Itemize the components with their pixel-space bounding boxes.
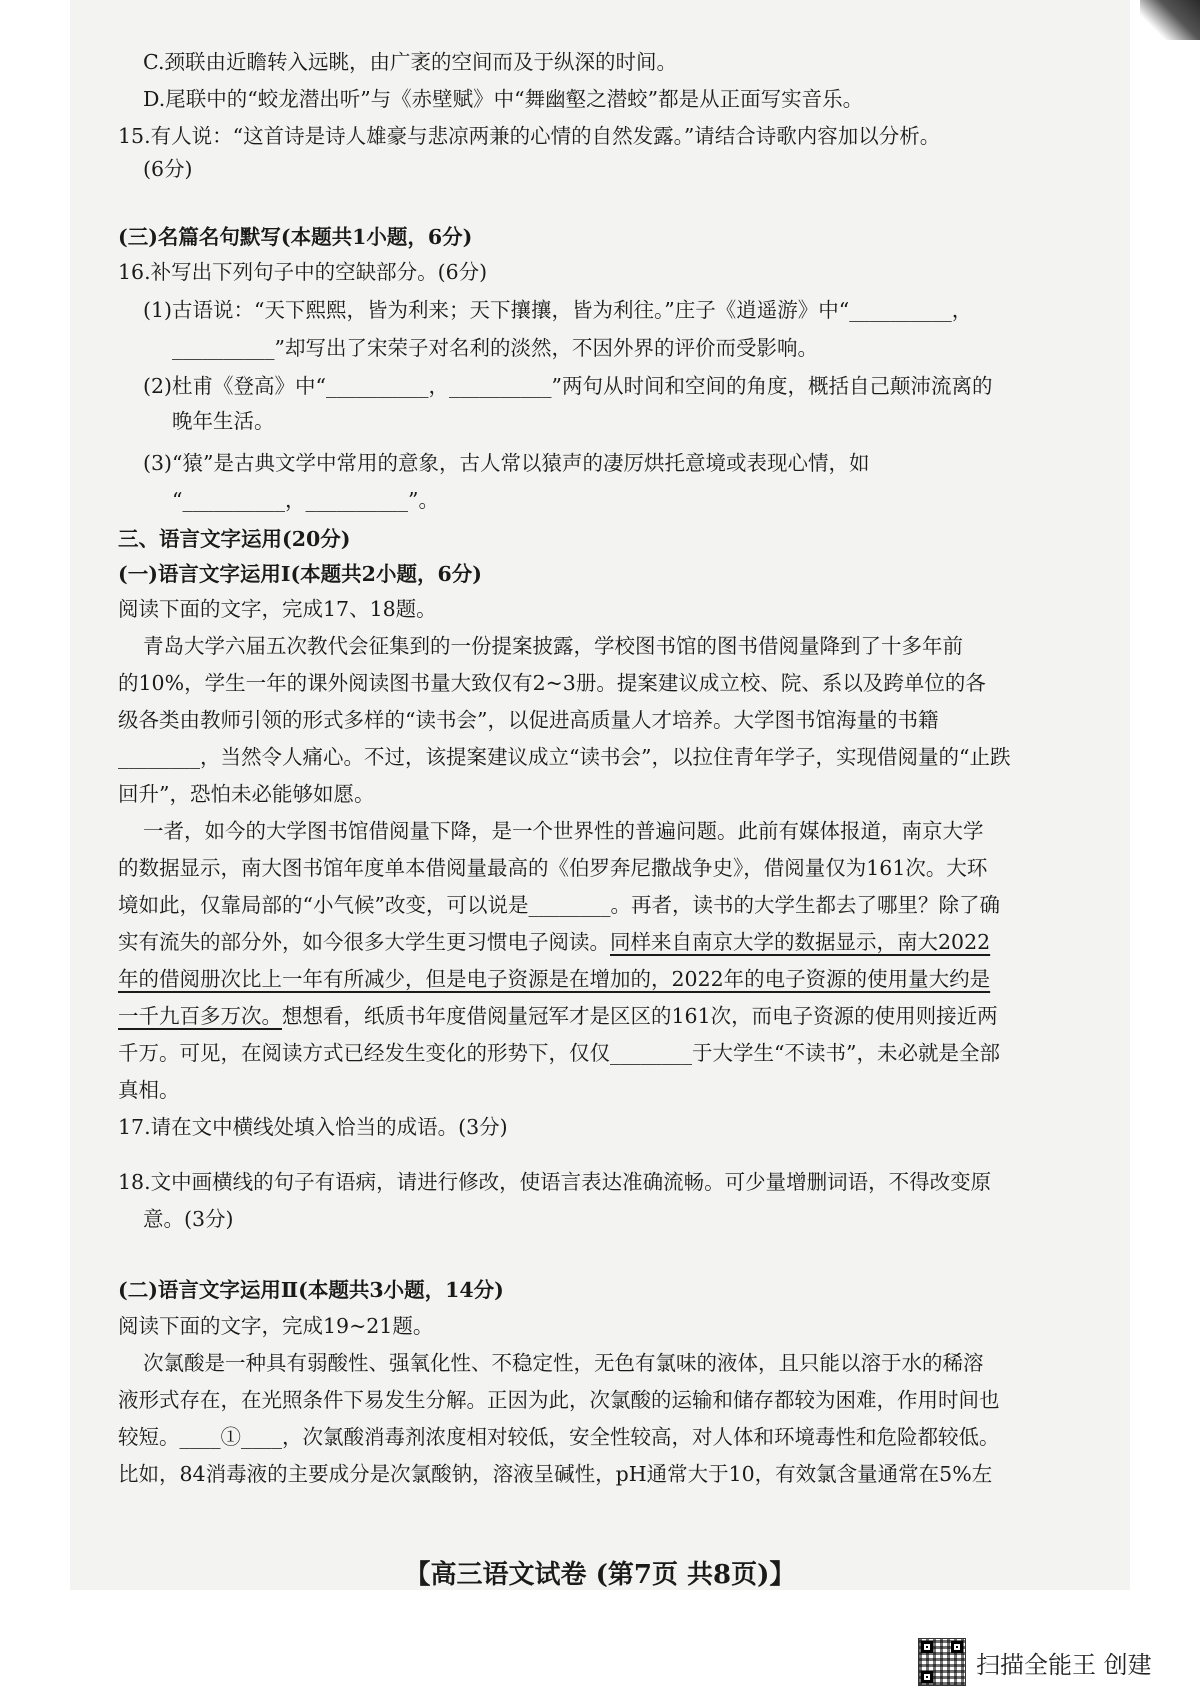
line-text: 晚年生活。: [172, 409, 275, 433]
text-line: [118, 1039, 1000, 1067]
line-text: 次氯酸是一种具有弱酸性、强氧化性、不稳定性，无色有氯味的液体，且只能以溶于水的稀溶: [143, 1351, 984, 1375]
line-text: 级各类由教师引领的形式多样的“读书会”，以促进高质量人才培养。大学图书馆海量的书籍: [118, 708, 939, 732]
text-line: [118, 525, 350, 553]
line-text: 一者，如今的大学图书馆借阅量下降，是一个世界性的普遍问题。此前有媒体报道，南京大学: [143, 819, 984, 843]
text-line: [118, 122, 940, 150]
text-line: [118, 1276, 504, 1304]
text-line: [143, 449, 870, 477]
text-line: [143, 632, 963, 660]
text-line: [118, 780, 374, 808]
text-line: [143, 48, 677, 76]
text-line: [143, 155, 193, 183]
line-text: 想想看，纸质书年度借阅量冠军才是区区的161次，而电子资源的使用则接近两: [282, 1004, 998, 1028]
text-line: [143, 372, 993, 400]
line-text: D.尾联中的“蛟龙潜出听”与《赤壁赋》中“舞幽壑之潜蛟”都是从正面写实音乐。: [143, 87, 864, 111]
text-line: [118, 669, 986, 697]
text-line: [118, 1460, 992, 1488]
line-text: 比如，84消毒液的主要成分是次氯酸钠，溶液呈碱性，pH通常大于10，有效氯含量通常在5%左: [118, 1462, 993, 1486]
text-line: [143, 296, 972, 324]
line-text: 实有流失的部分外，如今很多大学生更习惯电子阅读。: [118, 930, 610, 954]
text-line: [118, 965, 990, 993]
qr-code-icon: [918, 1638, 966, 1686]
text-line: [172, 334, 818, 362]
text-line: [172, 407, 275, 435]
text-line: [118, 1168, 991, 1196]
line-text: 17.请在文中横线处填入恰当的成语。(3分): [118, 1115, 508, 1139]
text-line: [118, 595, 437, 623]
text-line: [143, 1349, 984, 1377]
line-text: (二)语言文字运用Ⅱ(本题共3小题，14分): [118, 1278, 504, 1302]
line-text: 青岛大学六届五次教代会征集到的一份提案披露，学校图书馆的图书借阅量降到了十多年前: [143, 634, 963, 658]
line-text: (三)名篇名句默写(本题共1小题，6分): [118, 225, 473, 249]
line-text: 15.有人说：“这首诗是诗人雄豪与悲凉两兼的心情的自然发露。”请结合诗歌内容加以分析。: [118, 124, 941, 148]
line-text: (6分): [143, 157, 193, 181]
line-text: (一)语言文字运用Ⅰ(本题共2小题，6分): [118, 562, 482, 586]
text-line: [118, 560, 482, 588]
text-line: [118, 1076, 180, 1104]
line-text: 三、语言文字运用(20分): [118, 527, 351, 551]
line-text: 的10%，学生一年的课外阅读图书量大致仅有2~3册。提案建议成立校、院、系以及跨单位的各: [118, 671, 986, 695]
text-line: [118, 743, 1010, 771]
line-text: “__________，__________”。: [172, 488, 439, 512]
text-line: [118, 1386, 1000, 1414]
text-line: [118, 928, 990, 956]
text-line: [118, 223, 472, 251]
line-text: __________”却写出了宋荣子对名利的淡然，不因外界的评价而受影响。: [172, 336, 818, 360]
text-line: [118, 891, 1000, 919]
line-text: 阅读下面的文字，完成19~21题。: [118, 1314, 434, 1338]
line-text: 液形式存在，在光照条件下易发生分解。正因为此，次氯酸的运输和储存都较为困难，作用时间也: [118, 1388, 1000, 1412]
line-text: 的数据显示，南大图书馆年度单本借阅量最高的《伯罗奔尼撒战争史》，借阅量仅为161次。大环: [118, 856, 988, 880]
line-text: (3)“猿”是古典文学中常用的意象，古人常以猿声的凄厉烘托意境或表现心情，如: [143, 451, 870, 475]
line-text: ________，当然令人痛心。不过，该提案建议成立“读书会”，以拉住青年学子，实现借阅量的“止跌: [118, 745, 1011, 769]
text-line: [118, 1312, 433, 1340]
scan-corner-shadow: [1140, 0, 1200, 40]
line-text: 较短。____①____，次氯酸消毒剂浓度相对较低，安全性较高，对人体和环境毒性和危险都较低。: [118, 1425, 1000, 1449]
text-line: [118, 258, 487, 286]
line-text: 16.补写出下列句子中的空缺部分。(6分): [118, 260, 488, 284]
page-footer: 【高三语文试卷 (第7页 共8页)】: [404, 1560, 796, 1590]
text-line: [143, 1205, 234, 1233]
text-line: [118, 1002, 998, 1030]
line-text: 回升”，恐怕未必能够如愿。: [118, 782, 375, 806]
line-text: 千万。可见，在阅读方式已经发生变化的形势下，仅仅________于大学生“不读书”，未必就是全部: [118, 1041, 1000, 1065]
line-text: 阅读下面的文字，完成17、18题。: [118, 597, 437, 621]
underlined-sentence: 一千九百多万次。: [118, 1004, 282, 1028]
underlined-sentence: 同样来自南京大学的数据显示，南大2022: [610, 930, 991, 954]
text-line: [118, 1113, 508, 1141]
underlined-sentence: 年的借阅册次比上一年有所减少，但是电子资源是在增加的，2022年的电子资源的使用量大约是: [118, 967, 991, 991]
text-line: [143, 85, 863, 113]
scanner-label: 扫描全能王 创建: [976, 1650, 1152, 1679]
scanner-watermark: [918, 1638, 1152, 1686]
text-line: [118, 1423, 1000, 1451]
line-text: C.颈联由近瞻转入远眺，由广袤的空间而及于纵深的时间。: [143, 50, 677, 74]
text-line: [118, 706, 938, 734]
line-text: 18.文中画横线的句子有语病，请进行修改，使语言表达准确流畅。可少量增删词语，不得改变原: [118, 1170, 992, 1194]
line-text: 境如此，仅靠局部的“小气候”改变，可以说是________。再者，读书的大学生都去了哪里？除了确: [118, 893, 1000, 917]
line-text: (1)古语说：“天下熙熙，皆为利来；天下攘攘，皆为利往。”庄子《逍遥游》中“__________，: [143, 298, 973, 322]
text-line: [118, 854, 987, 882]
line-text: (2)杜甫《登高》中“__________，__________”两句从时间和空间的角度，概括自己颠沛流离的: [143, 374, 993, 398]
line-text: 真相。: [118, 1078, 180, 1102]
line-text: 意。(3分): [143, 1207, 234, 1231]
text-line: [172, 486, 439, 514]
text-line: [143, 817, 984, 845]
